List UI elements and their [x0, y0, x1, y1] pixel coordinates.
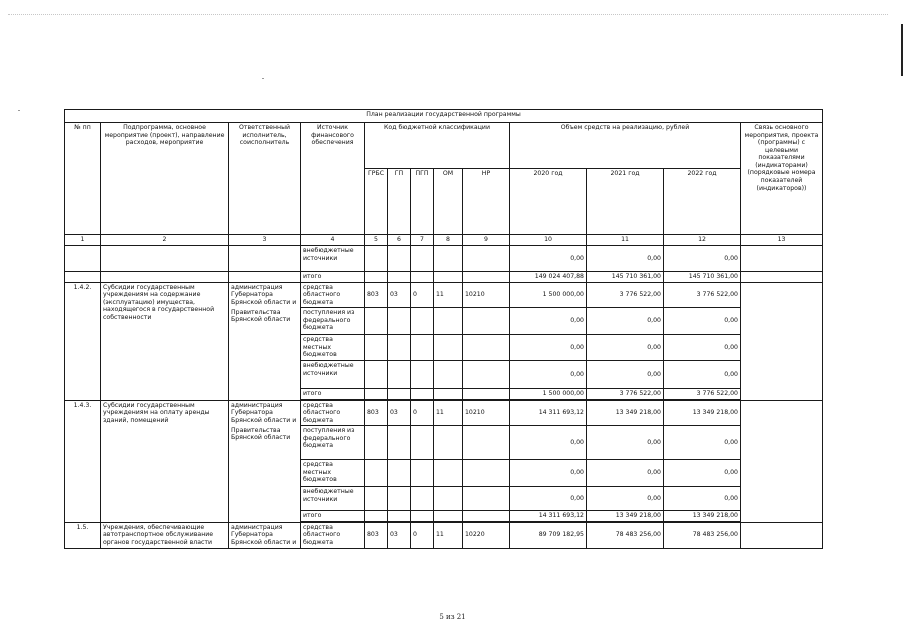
- code-nr: 10210: [463, 282, 510, 308]
- header-2021: 2021 год: [587, 169, 664, 235]
- value-2021: 0,00: [587, 308, 664, 335]
- total-2020: 14 311 693,12: [510, 511, 587, 522]
- code-om: 11: [434, 522, 463, 548]
- value-2021: 13 349 218,00: [587, 400, 664, 426]
- colnum: 3: [229, 235, 301, 246]
- colnum: 4: [301, 235, 365, 246]
- value-2020: 0,00: [510, 426, 587, 460]
- table-row: [65, 522, 823, 548]
- value-2020: 1 500 000,00: [510, 282, 587, 308]
- value-2021: 0,00: [587, 487, 664, 511]
- colnum: 6: [388, 235, 411, 246]
- source-label: средства областного бюджета: [301, 400, 365, 426]
- total-2021: 3 776 522,00: [587, 388, 664, 399]
- total-2021: 13 349 218,00: [587, 511, 664, 522]
- value-2021: 0,00: [587, 360, 664, 388]
- scan-edge-mark: [901, 24, 903, 76]
- code-pgp: 0: [411, 282, 434, 308]
- source-label: внебюджетные источники: [301, 360, 365, 388]
- source-label: поступления из федерального бюджета: [301, 426, 365, 460]
- colnum: 2: [101, 235, 229, 246]
- colnum: 5: [365, 235, 388, 246]
- cell-empty: [101, 246, 229, 272]
- value-2020: 0,00: [510, 460, 587, 487]
- header-link: Связь основного мероприятия, проекта (программы) с целевыми показателями (индикаторами) (порядковые номера показателей (индикаторов)): [741, 123, 823, 235]
- colnum: 10: [510, 235, 587, 246]
- column-number-row: [65, 235, 823, 246]
- total-2022: 145 710 361,00: [664, 272, 741, 283]
- scan-speck: [18, 110, 20, 111]
- header-num: № пп: [65, 123, 101, 235]
- item-name: Учреждения, обеспечивающие автотранспортное обслуживание органов государственной власти: [101, 522, 229, 548]
- source-label: средства местных бюджетов: [301, 335, 365, 361]
- value-2020: 89 709 182,95: [510, 522, 587, 548]
- executor-line-1: администрация Губернатора Брянской области и: [229, 522, 301, 548]
- colnum: 9: [463, 235, 510, 246]
- item-number: 1.5.: [65, 522, 101, 548]
- table-row-total: [65, 272, 823, 283]
- value-2022: 0,00: [664, 246, 741, 272]
- value-2020: 0,00: [510, 487, 587, 511]
- total-2022: 3 776 522,00: [664, 388, 741, 399]
- header-grbs: ГРБС: [365, 169, 388, 235]
- code-grbs: 803: [365, 282, 388, 308]
- header-nr: НР: [463, 169, 510, 235]
- source-label: средства областного бюджета: [301, 282, 365, 308]
- total-label: итого: [301, 388, 365, 399]
- colnum: 1: [65, 235, 101, 246]
- table-row: [65, 400, 823, 426]
- executor-line-2: Правительства Брянской области: [229, 308, 301, 400]
- header-gp: ГП: [388, 169, 411, 235]
- executor-line-1: администрация Губернатора Брянской области и: [229, 282, 301, 308]
- indicator-link-cell: [741, 522, 823, 548]
- header-bcc: Код бюджетной классификации: [365, 123, 510, 169]
- table-title-row: [65, 110, 823, 123]
- header-2022: 2022 год: [664, 169, 741, 235]
- source-label: средства областного бюджета: [301, 522, 365, 548]
- colnum: 8: [434, 235, 463, 246]
- header-volume: Объем средств на реализацию, рублей: [510, 123, 741, 169]
- scan-noise-line: [8, 14, 888, 17]
- total-2022: 13 349 218,00: [664, 511, 741, 522]
- value-2022: 0,00: [664, 308, 741, 335]
- value-2021: 3 776 522,00: [587, 282, 664, 308]
- value-2021: 0,00: [587, 426, 664, 460]
- header-executor: Ответственный исполнитель, соисполнитель: [229, 123, 301, 235]
- indicator-link-cell: [741, 400, 823, 522]
- value-2020: 0,00: [510, 246, 587, 272]
- source-label: поступления из федерального бюджета: [301, 308, 365, 335]
- code-nr: 10210: [463, 400, 510, 426]
- code-pgp: 0: [411, 522, 434, 548]
- value-2020: 0,00: [510, 308, 587, 335]
- plan-table: [64, 109, 823, 549]
- colnum: 12: [664, 235, 741, 246]
- code-gp: 03: [388, 400, 411, 426]
- total-label: итого: [301, 511, 365, 522]
- value-2022: 3 776 522,00: [664, 282, 741, 308]
- value-2022: 0,00: [664, 335, 741, 361]
- item-number: 1.4.3.: [65, 400, 101, 522]
- code-om: 11: [434, 400, 463, 426]
- item-number: 1.4.2.: [65, 282, 101, 400]
- source-label: внебюджетные источники: [301, 246, 365, 272]
- value-2020: 14 311 693,12: [510, 400, 587, 426]
- colnum: 11: [587, 235, 664, 246]
- value-2022: 78 483 256,00: [664, 522, 741, 548]
- value-2021: 0,00: [587, 246, 664, 272]
- source-label: внебюджетные источники: [301, 487, 365, 511]
- item-name: Субсидии государственным учреждениям на содержание (эксплуатацию) имущества, находящегося в государственной собственности: [101, 282, 229, 400]
- cell-empty: [229, 246, 301, 272]
- header-row-1: [65, 123, 823, 169]
- value-2021: 0,00: [587, 460, 664, 487]
- table-row: [65, 246, 823, 272]
- code-gp: 03: [388, 522, 411, 548]
- page-number: 5 из 21: [439, 613, 466, 621]
- code-nr: 10220: [463, 522, 510, 548]
- value-2022: 0,00: [664, 360, 741, 388]
- cell-empty: [65, 246, 101, 272]
- total-label: итого: [301, 272, 365, 283]
- executor-line-1: администрация Губернатора Брянской области и: [229, 400, 301, 426]
- executor-line-2: Правительства Брянской области: [229, 426, 301, 523]
- indicator-link-cell: [741, 282, 823, 400]
- value-2022: 0,00: [664, 487, 741, 511]
- code-om: 11: [434, 282, 463, 308]
- table-row: [65, 282, 823, 308]
- header-om: ОМ: [434, 169, 463, 235]
- code-pgp: 0: [411, 400, 434, 426]
- value-2020: 0,00: [510, 360, 587, 388]
- table-title: План реализации государственной программы: [65, 110, 823, 123]
- value-2022: 13 349 218,00: [664, 400, 741, 426]
- header-subprogram: Подпрограмма, основное мероприятие (проект), направление расходов, мероприятие: [101, 123, 229, 235]
- colnum: 7: [411, 235, 434, 246]
- code-grbs: 803: [365, 522, 388, 548]
- total-2020: 1 500 000,00: [510, 388, 587, 399]
- item-name: Субсидии государственным учреждениям на оплату аренды зданий, помещений: [101, 400, 229, 522]
- source-label: средства местных бюджетов: [301, 460, 365, 487]
- code-gp: 03: [388, 282, 411, 308]
- value-2020: 0,00: [510, 335, 587, 361]
- header-source: Источник финансового обеспечения: [301, 123, 365, 235]
- header-pgp: ПГП: [411, 169, 434, 235]
- value-2022: 0,00: [664, 460, 741, 487]
- header-2020: 2020 год: [510, 169, 587, 235]
- total-2020: 149 024 407,88: [510, 272, 587, 283]
- total-2021: 145 710 361,00: [587, 272, 664, 283]
- colnum: 13: [741, 235, 823, 246]
- code-grbs: 803: [365, 400, 388, 426]
- value-2021: 78 483 256,00: [587, 522, 664, 548]
- value-2022: 0,00: [664, 426, 741, 460]
- value-2021: 0,00: [587, 335, 664, 361]
- scan-speck: [262, 78, 264, 79]
